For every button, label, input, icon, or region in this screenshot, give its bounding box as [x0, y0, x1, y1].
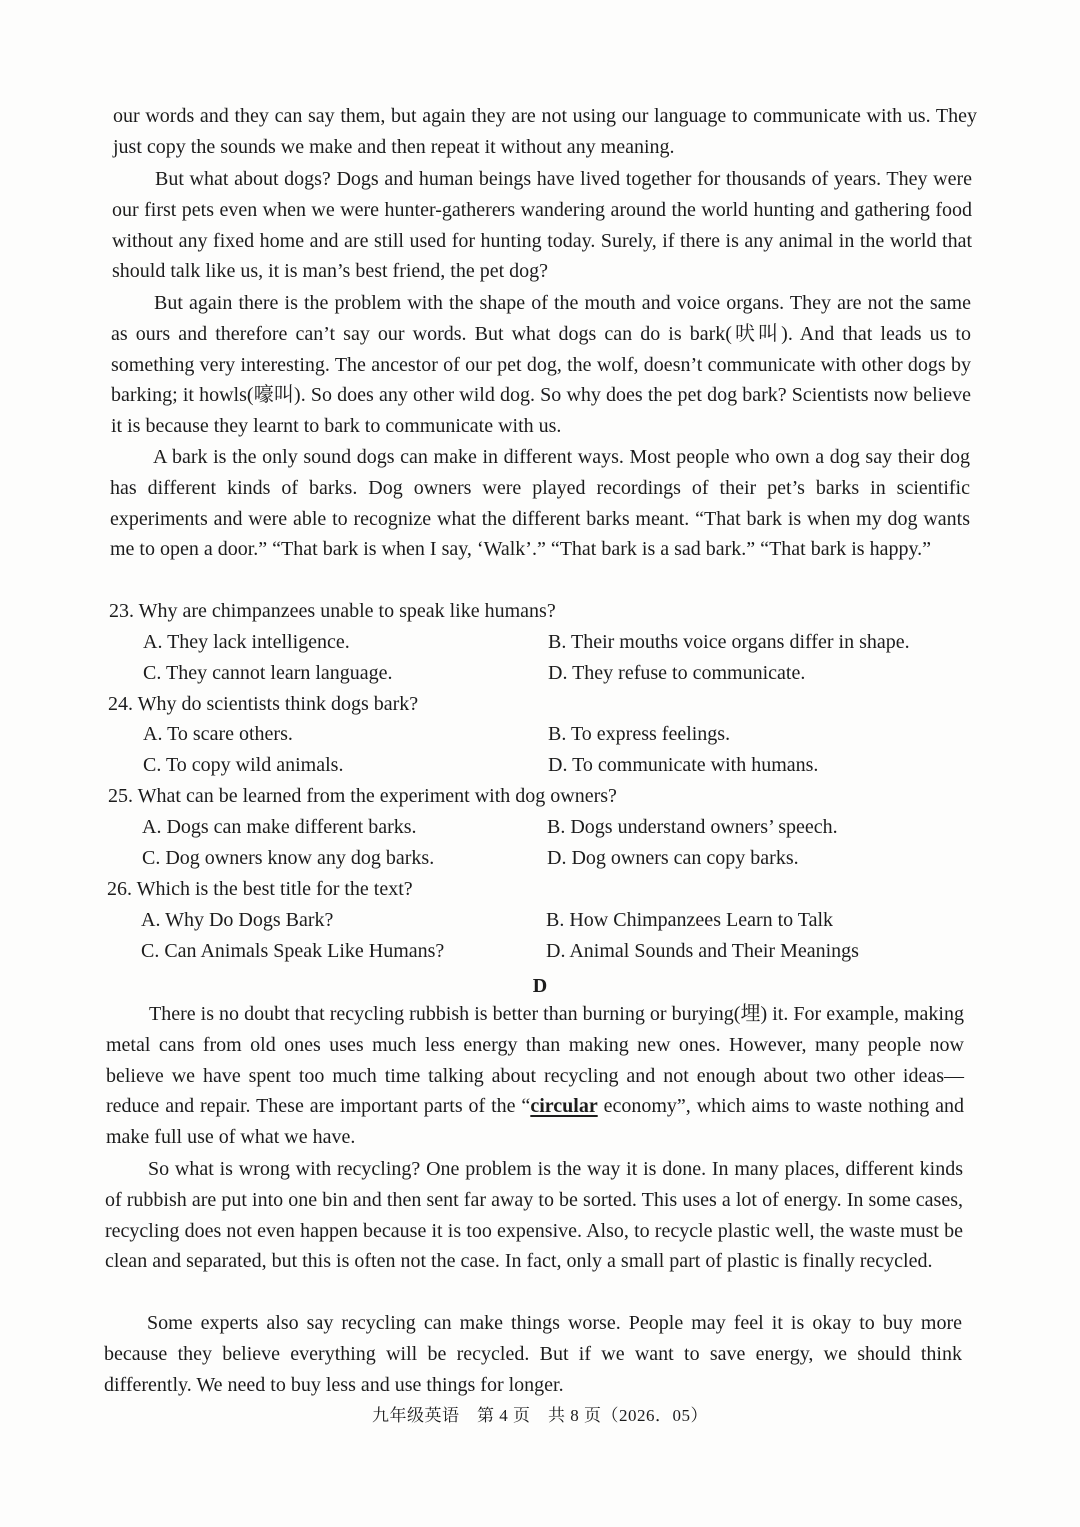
question-23-option-a: A. They lack intelligence.	[143, 631, 350, 653]
passage-c-paragraph-2: But what about dogs? Dogs and human beings have lived together for thousands of years. They were our first pets even when we were hunter-gatherers wandering around the world hunting and gathering food without any fixed home and are still used for hunting today. Surely, if there is any animal in the world that should talk like us, it is man’s best friend, the pet dog?	[112, 168, 972, 283]
question-23-option-d: D. They refuse to communicate.	[548, 662, 806, 684]
question-24-stem: 24. Why do scientists think dogs bark?	[108, 693, 419, 715]
question-25-option-b: B. Dogs understand owners’ speech.	[547, 816, 838, 838]
question-26-option-d: D. Animal Sounds and Their Meanings	[546, 940, 859, 962]
passage-d-paragraph-1	[106, 999, 964, 1153]
page-footer: 九年级英语 第 4 页 共 8 页（2026．05）	[372, 1406, 708, 1425]
passage-c-paragraph-4: A bark is the only sound dogs can make in different ways. Most people who own a dog say their dog has different kinds of barks. Dog owners were played recordings of their pet’s barks in scientific experiments and were able to recognize what the different barks meant. “That bark is when my dog wants me to open a door.” “That bark is when I say, ‘Walk’.” “That bark is a sad bark.” “That bark is happy.”	[110, 446, 970, 561]
passage-c-paragraph-3: But again there is the problem with the shape of the mouth and voice organs. They are not the same as ours and therefore can’t say our words. But what dogs can do is bark(吠叫). And that leads us to something very interesting. The ancestor of our pet dog, the wolf, doesn’t communicate with other dogs by barking; it howls(嚎叫). So does any other wild dog. So why does the pet dog bark? Scientists now believe it is because they learnt to bark to communicate with us.	[111, 292, 971, 438]
passage-c-paragraph-1: our words and they can say them, but again they are not using our language to communicate with us. They just copy the sounds we make and then repeat it without any meaning.	[113, 105, 977, 158]
question-24-option-a: A. To scare others.	[143, 723, 293, 745]
question-26-option-b: B. How Chimpanzees Learn to Talk	[546, 909, 834, 931]
question-24-option-b: B. To express feelings.	[548, 723, 731, 745]
passage-d-paragraph-2: So what is wrong with recycling? One problem is the way it is done. In many places, different kinds of rubbish are put into one bin and then sent far away to be sorted. This uses a lot of energy. In some cases, recycling does not even happen because it is too expensive. Also, to recycle plastic well, the waste must be clean and separated, but this is often not the case. In fact, only a small part of plastic is finally recycled.	[105, 1158, 963, 1273]
question-25-option-c: C. Dog owners know any dog barks.	[142, 847, 435, 869]
question-25-option-a: A. Dogs can make different barks.	[142, 816, 417, 838]
question-25-option-d: D. Dog owners can copy barks.	[547, 847, 799, 869]
passage-d-paragraph-1-text-a: There is no doubt that recycling rubbish is better than burning or burying(埋) it. For example, making metal cans from old ones uses much less energy than making new ones. However, many people now believe we have spent too much time talking about recycling and not enough about two other ideas—reduce and repair. These are important parts of the “	[106, 1003, 964, 1118]
underlined-word-circular: circular	[530, 1095, 598, 1118]
passage-d-paragraph-3: Some experts also say recycling can make things worse. People may feel it is okay to buy more because they believe everything will be recycled. But if we want to save energy, we should think differently. We need to buy less and use things for longer.	[104, 1312, 962, 1396]
question-23-stem: 23. Why are chimpanzees unable to speak like humans?	[109, 600, 556, 622]
passage-d-paragraph-1-text-b: economy”, which aims to waste nothing and make full use of what we have.	[106, 1095, 964, 1149]
question-24-option-c: C. To copy wild animals.	[143, 754, 344, 776]
section-d-heading: D	[532, 975, 548, 997]
question-26-option-a: A. Why Do Dogs Bark?	[141, 909, 334, 931]
question-25-stem: 25. What can be learned from the experiment with dog owners?	[108, 785, 617, 807]
question-24-option-d: D. To communicate with humans.	[548, 754, 819, 776]
question-26-stem: 26. Which is the best title for the text?	[107, 878, 413, 900]
question-23-option-c: C. They cannot learn language.	[143, 662, 393, 684]
question-26-option-c: C. Can Animals Speak Like Humans?	[141, 940, 445, 962]
question-23-option-b: B. Their mouths voice organs differ in shape.	[548, 631, 910, 653]
